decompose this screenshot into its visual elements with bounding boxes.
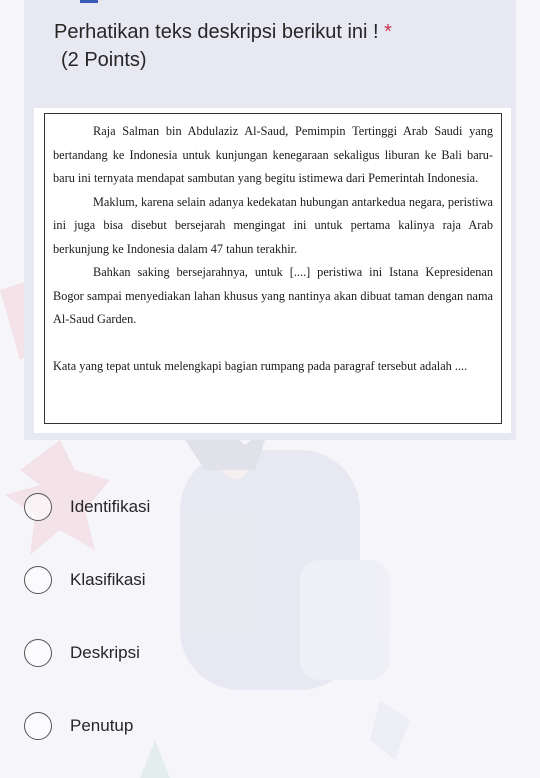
question-card	[24, 0, 516, 440]
option-penutup[interactable]	[24, 689, 504, 762]
option-label: Penutup	[70, 715, 134, 735]
question-title-text: Perhatikan teks deskripsi berikut ini !	[54, 21, 385, 43]
radio-button[interactable]	[24, 639, 52, 667]
option-label: Deskripsi	[70, 642, 140, 662]
option-identifikasi[interactable]	[24, 470, 504, 543]
question-image	[34, 108, 511, 433]
passage-paragraph-1: Raja Salman bin Abdulaziz Al-Saud, Pemimpin Tertinggi Arab Saudi yang bertandang ke Indonesia untuk kunjungan kenegaraan sekaligus liburan ke Bali baru-baru ini ternyata mendapat sambutan yang begitu istimewa dari Pemerintah Indonesia.	[53, 124, 493, 185]
radio-button[interactable]	[24, 712, 52, 740]
question-points: (2 Points)	[61, 49, 147, 71]
option-label: Identifikasi	[70, 496, 151, 516]
passage-paragraph-2: Maklum, karena selain adanya kedekatan hubungan antarkedua negara, peristiwa ini juga bisa disebut bersejarah mengingat ini untuk pertama kalinya raja Arab berkunjung ke Indonesia dalam 47 tahun terakhir.	[53, 194, 493, 256]
option-deskripsi[interactable]	[24, 616, 504, 689]
required-mark: *	[384, 21, 392, 43]
top-accent-bar	[80, 0, 98, 3]
passage-prompt: Kata yang tepat untuk melengkapi bagian rumpang pada paragraf tersebut adalah ....	[53, 359, 468, 373]
option-klasifikasi[interactable]	[24, 543, 504, 616]
radio-button[interactable]	[24, 493, 52, 521]
option-label: Klasifikasi	[70, 569, 146, 589]
passage-box	[44, 113, 502, 424]
answer-options	[24, 470, 504, 762]
radio-button[interactable]	[24, 566, 52, 594]
question-title	[54, 20, 494, 44]
passage-paragraph-3: Bahkan saking bersejarahnya, untuk [....] peristiwa ini Istana Kepresidenan Bogor sampai menyediakan lahan khusus yang nantinya akan dibuat taman dengan nama Al-Saud Garden.	[53, 265, 493, 326]
